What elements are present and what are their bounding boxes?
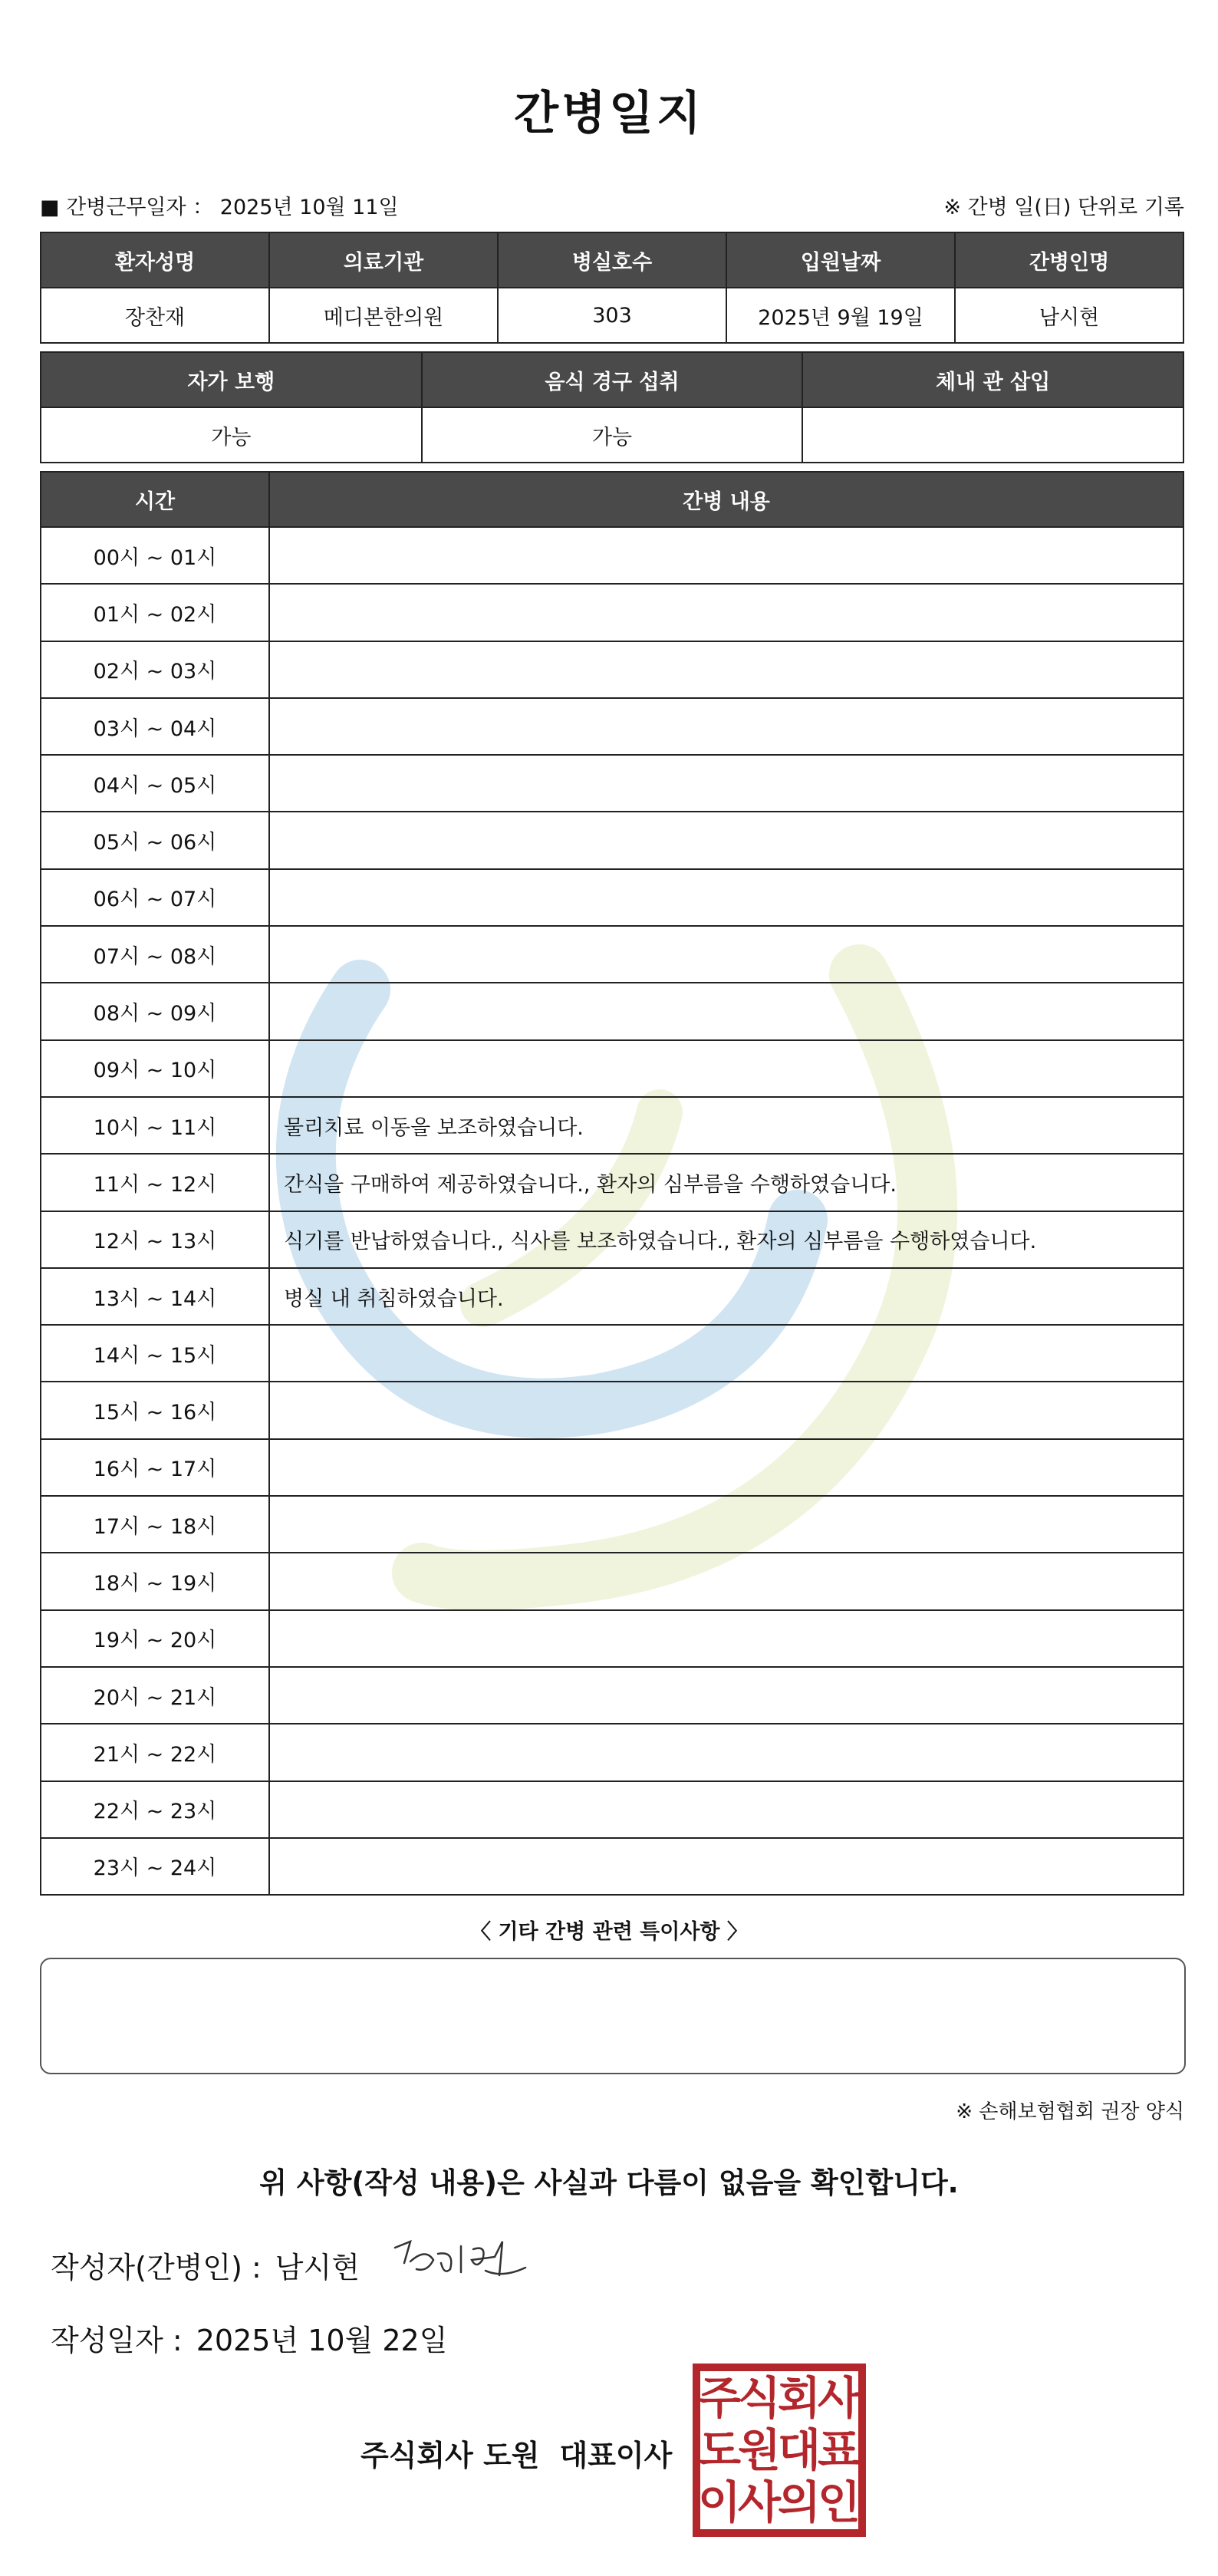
care-content	[269, 1667, 1183, 1724]
room-number: 303	[498, 288, 726, 343]
time-slot: 05시 ~ 06시	[41, 812, 269, 868]
time-slot: 14시 ~ 15시	[41, 1325, 269, 1382]
walking-status: 가능	[41, 407, 422, 463]
time-slot: 09시 ~ 10시	[41, 1040, 269, 1097]
work-date-value: 2025년 10월 11일	[219, 196, 399, 219]
table-row	[41, 1097, 1183, 1154]
oral-intake-status: 가능	[422, 407, 803, 463]
care-content	[269, 641, 1183, 698]
care-content	[269, 698, 1183, 755]
time-slot: 23시 ~ 24시	[41, 1838, 269, 1895]
care-content: 병실 내 취침하였습니다.	[269, 1268, 1183, 1325]
care-content	[269, 1496, 1183, 1553]
time-slot: 22시 ~ 23시	[41, 1781, 269, 1838]
header-patient-name: 환자성명	[41, 232, 269, 288]
time-slot: 19시 ~ 20시	[41, 1610, 269, 1667]
tube-insertion-status	[802, 407, 1183, 463]
care-content	[269, 1439, 1183, 1496]
time-slot: 08시 ~ 09시	[41, 983, 269, 1039]
care-content	[269, 1325, 1183, 1382]
seal-character: 표	[817, 2424, 861, 2476]
institution: 메디본한의원	[269, 288, 498, 343]
seal-character: 의	[777, 2476, 821, 2528]
table-row	[41, 1325, 1183, 1382]
care-log-body	[41, 527, 1183, 1895]
writer-line	[51, 2244, 360, 2286]
daily-record-note: ※ 간병 일(日) 단위로 기록	[943, 196, 1184, 219]
written-date-line	[51, 2317, 447, 2359]
written-date-value: 2025년 10월 22일	[196, 2324, 448, 2357]
time-slot: 20시 ~ 21시	[41, 1667, 269, 1724]
header-room: 병실호수	[498, 232, 726, 288]
table-row	[41, 527, 1183, 584]
header-caregiver-name: 간병인명	[955, 232, 1183, 288]
care-content	[269, 983, 1183, 1039]
patient-info-table	[40, 232, 1184, 344]
table-row	[41, 407, 1183, 463]
table-row	[41, 641, 1183, 698]
header-institution: 의료기관	[269, 232, 498, 288]
seal-character: 식	[737, 2372, 782, 2424]
seal-character: 원	[737, 2424, 782, 2476]
table-row	[41, 1211, 1183, 1268]
time-slot: 13시 ~ 14시	[41, 1268, 269, 1325]
care-content	[269, 1838, 1183, 1895]
care-content	[269, 1382, 1183, 1438]
seal-character: 사	[817, 2372, 861, 2424]
table-header-row	[41, 232, 1183, 288]
care-content	[269, 1781, 1183, 1838]
table-row	[41, 755, 1183, 812]
table-row	[41, 926, 1183, 983]
care-content	[269, 755, 1183, 812]
patient-name: 장찬재	[41, 288, 269, 343]
table-row	[41, 1154, 1183, 1211]
special-notes-title: 〈 기타 간병 관련 특이사항 〉	[470, 1920, 748, 1944]
table-header-row	[41, 352, 1183, 407]
seal-character: 도	[697, 2424, 742, 2476]
representative-title: 대표이사	[559, 2439, 673, 2472]
care-content	[269, 584, 1183, 641]
time-slot: 21시 ~ 22시	[41, 1724, 269, 1780]
table-row	[41, 983, 1183, 1039]
table-row	[41, 1667, 1183, 1724]
time-slot: 04시 ~ 05시	[41, 755, 269, 812]
time-slot: 02시 ~ 03시	[41, 641, 269, 698]
care-log-table	[40, 471, 1184, 1896]
confirmation-statement: 위 사항(작성 내용)은 사실과 다름이 없음을 확인합니다.	[259, 2166, 959, 2199]
table-row	[41, 1781, 1183, 1838]
admission-date: 2025년 9월 19일	[726, 288, 955, 343]
care-content	[269, 1724, 1183, 1780]
handwritten-signature	[387, 2225, 541, 2301]
company-name: 주식회사 도원	[360, 2439, 540, 2472]
seal-character: 사	[737, 2476, 782, 2528]
work-date	[40, 190, 399, 220]
table-header-row	[41, 472, 1183, 527]
seal-character: 회	[777, 2372, 821, 2424]
time-slot: 01시 ~ 02시	[41, 584, 269, 641]
header-care-content: 간병 내용	[269, 472, 1183, 527]
work-date-label: ■ 간병근무일자 ：	[40, 196, 214, 219]
care-content	[269, 527, 1183, 584]
time-slot: 11시 ~ 12시	[41, 1154, 269, 1211]
time-slot: 18시 ~ 19시	[41, 1553, 269, 1609]
association-note: ※ 손해보험협회 권장 양식	[956, 2100, 1184, 2123]
header-tube-insertion: 체내 관 삽입	[802, 352, 1183, 407]
time-slot: 03시 ~ 04시	[41, 698, 269, 755]
time-slot: 17시 ~ 18시	[41, 1496, 269, 1553]
company-line	[360, 2432, 672, 2474]
time-slot: 12시 ~ 13시	[41, 1211, 269, 1268]
care-content	[269, 926, 1183, 983]
time-slot: 16시 ~ 17시	[41, 1439, 269, 1496]
writer-label: 작성자(간병인) :	[51, 2251, 262, 2284]
care-content: 간식을 구매하여 제공하였습니다., 환자의 심부름을 수행하였습니다.	[269, 1154, 1183, 1211]
time-slot: 10시 ~ 11시	[41, 1097, 269, 1154]
table-row	[41, 288, 1183, 343]
table-row	[41, 1610, 1183, 1667]
table-row	[41, 1382, 1183, 1438]
care-content	[269, 869, 1183, 926]
table-row	[41, 1268, 1183, 1325]
table-row	[41, 1553, 1183, 1609]
table-row	[41, 1040, 1183, 1097]
care-content	[269, 1040, 1183, 1097]
written-date-label: 작성일자 :	[51, 2324, 183, 2357]
table-row	[41, 1439, 1183, 1496]
special-notes-box	[40, 1958, 1186, 2074]
writer-name: 남시현	[275, 2251, 360, 2284]
table-row	[41, 1724, 1183, 1780]
table-row	[41, 698, 1183, 755]
patient-status-table	[40, 351, 1184, 463]
table-row	[41, 584, 1183, 641]
time-slot: 15시 ~ 16시	[41, 1382, 269, 1438]
page-title: 간병일지	[514, 87, 704, 140]
company-seal	[692, 2363, 867, 2538]
table-row	[41, 812, 1183, 868]
header-time: 시간	[41, 472, 269, 527]
care-content: 물리치료 이동을 보조하였습니다.	[269, 1097, 1183, 1154]
care-content: 식기를 반납하였습니다., 식사를 보조하였습니다., 환자의 심부름을 수행하였습니다.	[269, 1211, 1183, 1268]
time-slot: 06시 ~ 07시	[41, 869, 269, 926]
care-content	[269, 1610, 1183, 1667]
seal-character: 대	[777, 2424, 821, 2476]
seal-character: 인	[817, 2476, 861, 2528]
header-admission-date: 입원날짜	[726, 232, 955, 288]
table-row	[41, 1496, 1183, 1553]
time-slot: 07시 ~ 08시	[41, 926, 269, 983]
table-row	[41, 1838, 1183, 1895]
seal-character: 주	[697, 2372, 742, 2424]
table-row	[41, 869, 1183, 926]
care-content	[269, 812, 1183, 868]
header-walking: 자가 보행	[41, 352, 422, 407]
caregiver-name: 남시현	[955, 288, 1183, 343]
header-oral-intake: 음식 경구 섭취	[422, 352, 803, 407]
time-slot: 00시 ~ 01시	[41, 527, 269, 584]
care-content	[269, 1553, 1183, 1609]
seal-character: 이	[697, 2476, 742, 2528]
